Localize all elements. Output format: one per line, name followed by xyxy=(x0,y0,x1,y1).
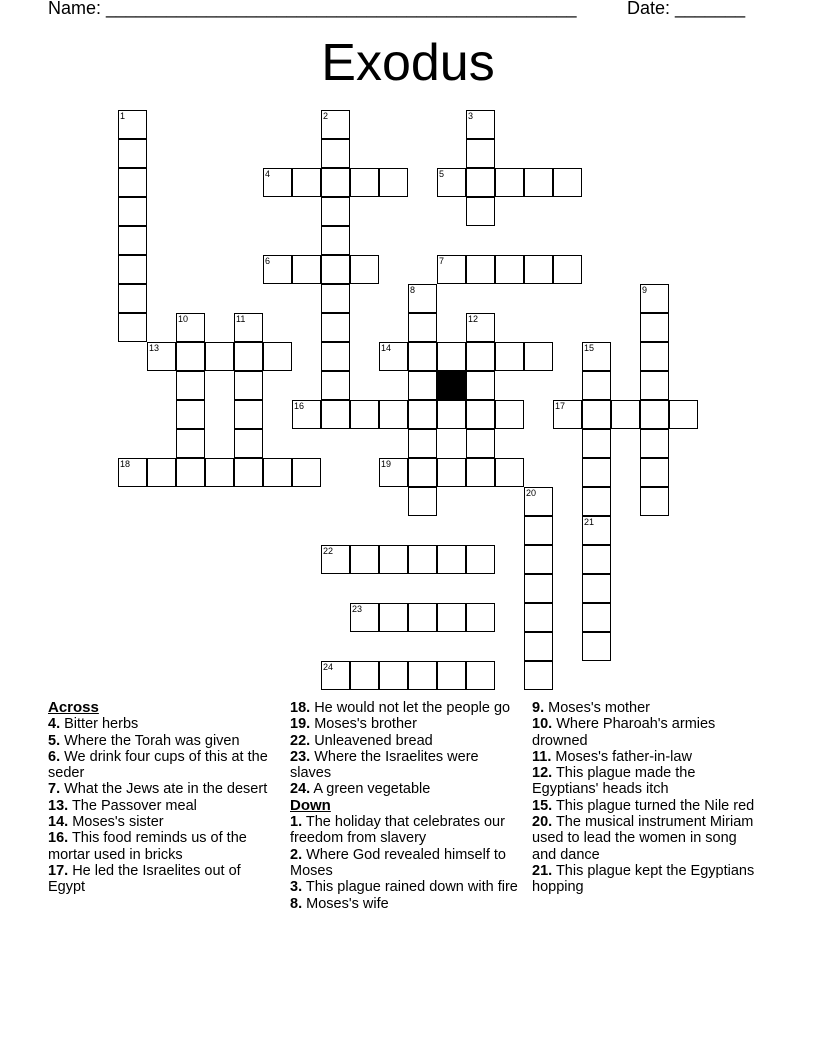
grid-cell[interactable] xyxy=(582,458,611,487)
grid-cell[interactable] xyxy=(640,429,669,458)
grid-cell[interactable] xyxy=(466,255,495,284)
cell-number: 9 xyxy=(642,285,648,295)
grid-cell[interactable] xyxy=(495,342,524,371)
clue-text: This plague kept the Egyptians hopping xyxy=(532,862,755,896)
clue-number: 10. xyxy=(532,716,553,733)
cell-number: 2 xyxy=(323,111,329,121)
grid-cell[interactable] xyxy=(524,574,553,603)
clue-text: This food reminds us of the mortar used in bricks xyxy=(48,830,247,863)
grid-cell[interactable] xyxy=(582,603,611,632)
clue-text: This plague turned the Nile red xyxy=(552,797,755,814)
grid-cell[interactable] xyxy=(176,458,205,487)
clue-10 xyxy=(532,716,764,749)
clue-number: 20. xyxy=(532,814,553,831)
clue-text: Moses's sister xyxy=(68,814,164,831)
grid-cell[interactable] xyxy=(408,342,437,371)
grid-cell[interactable] xyxy=(437,661,466,690)
grid-cell[interactable] xyxy=(379,603,408,632)
cell-number: 12 xyxy=(468,314,479,324)
cell-number: 20 xyxy=(526,488,537,498)
clue-9 xyxy=(532,700,764,716)
grid-cell[interactable] xyxy=(321,371,350,400)
grid-cell[interactable] xyxy=(582,342,611,371)
grid-cell[interactable] xyxy=(553,168,582,197)
clue-22 xyxy=(290,733,522,749)
grid-cell[interactable] xyxy=(147,342,176,371)
grid-cell[interactable] xyxy=(466,139,495,168)
grid-cell[interactable] xyxy=(553,255,582,284)
clue-number: 12. xyxy=(532,765,553,782)
clue-number: 6. xyxy=(48,748,61,765)
grid-cell[interactable] xyxy=(582,429,611,458)
grid-cell[interactable] xyxy=(466,168,495,197)
grid-cell[interactable] xyxy=(495,458,524,487)
grid-cell[interactable] xyxy=(292,400,321,429)
cell-number: 21 xyxy=(584,517,595,527)
clue-20 xyxy=(532,814,764,863)
grid-cell[interactable] xyxy=(408,603,437,632)
grid-cell[interactable] xyxy=(321,342,350,371)
grid-cell[interactable] xyxy=(263,458,292,487)
grid-cell[interactable] xyxy=(379,400,408,429)
cell-number: 5 xyxy=(439,169,445,179)
clue-11 xyxy=(532,749,764,765)
grid-cell[interactable] xyxy=(292,458,321,487)
clue-12 xyxy=(532,765,764,798)
clue-14 xyxy=(48,814,280,830)
clue-number: 17. xyxy=(48,862,69,879)
grid-cell[interactable] xyxy=(321,110,350,139)
grid-cell[interactable] xyxy=(147,458,176,487)
clue-text: The holiday that celebrates our freedom from slavery xyxy=(290,814,505,847)
grid-cell[interactable] xyxy=(321,661,350,690)
grid-cell[interactable] xyxy=(118,458,147,487)
cell-number: 18 xyxy=(120,459,131,469)
grid-cell[interactable] xyxy=(350,168,379,197)
grid-cell[interactable] xyxy=(205,342,234,371)
clue-23 xyxy=(290,749,522,782)
grid-cell[interactable] xyxy=(321,284,350,313)
grid-cell[interactable] xyxy=(176,342,205,371)
grid-cell[interactable] xyxy=(379,342,408,371)
clue-13 xyxy=(48,798,280,814)
grid-cell[interactable] xyxy=(176,313,205,342)
grid-cell[interactable] xyxy=(466,545,495,574)
grid-cell[interactable] xyxy=(582,632,611,661)
clues-column-2 xyxy=(290,700,522,912)
clue-4 xyxy=(48,716,280,732)
cell-number: 8 xyxy=(410,285,416,295)
grid-cell[interactable] xyxy=(379,168,408,197)
clue-text: Moses's father-in-law xyxy=(551,748,692,765)
grid-cell[interactable] xyxy=(466,661,495,690)
grid-cell[interactable] xyxy=(495,400,524,429)
grid-cell[interactable] xyxy=(321,545,350,574)
grid-cell[interactable] xyxy=(408,661,437,690)
cell-number: 24 xyxy=(323,662,334,672)
cell-number: 16 xyxy=(294,401,305,411)
clue-text: Where God revealed himself to Moses xyxy=(290,846,506,879)
name-field: Name: _______________________________________________ xyxy=(48,0,577,18)
grid-cell[interactable] xyxy=(408,284,437,313)
clue-text: Bitter herbs xyxy=(60,716,139,733)
cell-number: 17 xyxy=(555,401,566,411)
grid-cell[interactable] xyxy=(495,168,524,197)
grid-cell[interactable] xyxy=(582,487,611,516)
grid-cell[interactable] xyxy=(350,603,379,632)
grid-cell[interactable] xyxy=(640,400,669,429)
cell-number: 19 xyxy=(381,459,392,469)
grid-cell[interactable] xyxy=(408,545,437,574)
clue-text: Moses's wife xyxy=(302,895,389,912)
grid-cell[interactable] xyxy=(118,255,147,284)
clue-3 xyxy=(290,879,522,895)
clues-column-1 xyxy=(48,700,280,896)
grid-cell[interactable] xyxy=(466,429,495,458)
clue-number: 5. xyxy=(48,732,61,749)
cell-number: 3 xyxy=(468,111,474,121)
cell-number: 23 xyxy=(352,604,363,614)
clue-text: What the Jews ate in the desert xyxy=(60,781,268,798)
grid-cell[interactable] xyxy=(379,458,408,487)
grid-cell[interactable] xyxy=(640,313,669,342)
grid-cell[interactable] xyxy=(437,458,466,487)
grid-cell[interactable] xyxy=(466,313,495,342)
grid-cell[interactable] xyxy=(321,168,350,197)
clue-number: 3. xyxy=(290,879,303,896)
grid-cell[interactable] xyxy=(582,516,611,545)
grid-cell[interactable] xyxy=(524,603,553,632)
clue-number: 18. xyxy=(290,700,311,716)
cell-number: 15 xyxy=(584,343,595,353)
clue-6 xyxy=(48,749,280,782)
grid-cell[interactable] xyxy=(437,255,466,284)
clue-8 xyxy=(290,896,522,912)
grid-cell[interactable] xyxy=(234,458,263,487)
clue-number: 8. xyxy=(290,895,303,912)
down-heading: Down xyxy=(290,796,331,814)
clue-text: The Passover meal xyxy=(68,797,197,814)
clue-1 xyxy=(290,814,522,847)
grid-cell[interactable] xyxy=(176,400,205,429)
clue-number: 16. xyxy=(48,830,69,847)
grid-cell[interactable] xyxy=(408,313,437,342)
clue-number: 19. xyxy=(290,716,311,733)
grid-cell[interactable] xyxy=(379,545,408,574)
clue-18 xyxy=(290,700,522,716)
grid-cell[interactable] xyxy=(466,342,495,371)
clue-text: He led the Israelites out of Egypt xyxy=(48,862,241,896)
grid-cell[interactable] xyxy=(350,545,379,574)
clue-number: 13. xyxy=(48,797,69,814)
clue-text: He would not let the people go xyxy=(310,700,511,716)
clue-text: Where the Torah was given xyxy=(60,732,240,749)
across-heading: Across xyxy=(48,699,99,716)
grid-cell[interactable] xyxy=(437,603,466,632)
clue-number: 21. xyxy=(532,862,553,879)
grid-cell[interactable] xyxy=(118,110,147,139)
grid-cell[interactable] xyxy=(234,313,263,342)
clue-number: 9. xyxy=(532,700,545,716)
clue-24 xyxy=(290,781,522,797)
grid-cell[interactable] xyxy=(466,458,495,487)
cell-number: 13 xyxy=(149,343,160,353)
grid-cell[interactable] xyxy=(437,168,466,197)
grid-cell[interactable] xyxy=(118,139,147,168)
grid-cell[interactable] xyxy=(640,284,669,313)
grid-cell[interactable] xyxy=(321,226,350,255)
grid-cell[interactable] xyxy=(234,342,263,371)
grid-cell[interactable] xyxy=(408,487,437,516)
grid-cell[interactable] xyxy=(176,429,205,458)
date-field: Date: _______ xyxy=(627,0,746,18)
grid-cell[interactable] xyxy=(118,197,147,226)
cell-number: 6 xyxy=(265,256,271,266)
clue-text: We drink four cups of this at the seder xyxy=(48,748,268,782)
grid-cell[interactable] xyxy=(524,168,553,197)
grid-cell[interactable] xyxy=(176,371,205,400)
cell-number: 22 xyxy=(323,546,334,556)
grid-cell[interactable] xyxy=(350,661,379,690)
grid-cell[interactable] xyxy=(524,487,553,516)
clue-number: 15. xyxy=(532,797,553,814)
page-title: Exodus xyxy=(321,34,495,92)
grid-cell[interactable] xyxy=(408,429,437,458)
clue-15 xyxy=(532,798,764,814)
grid-cell[interactable] xyxy=(292,255,321,284)
grid-cell[interactable] xyxy=(234,429,263,458)
grid-cell[interactable] xyxy=(408,400,437,429)
grid-cell[interactable] xyxy=(350,255,379,284)
grid-cell[interactable] xyxy=(292,168,321,197)
grid-cell[interactable] xyxy=(466,603,495,632)
clue-number: 1. xyxy=(290,814,303,831)
grid-cell[interactable] xyxy=(234,400,263,429)
grid-cell[interactable] xyxy=(466,197,495,226)
grid-cell[interactable] xyxy=(524,632,553,661)
grid-cell[interactable] xyxy=(321,400,350,429)
clue-number: 4. xyxy=(48,716,61,733)
grid-cell[interactable] xyxy=(611,400,640,429)
clues-column-3 xyxy=(532,700,764,896)
grid-cell[interactable] xyxy=(669,400,698,429)
grid-cell[interactable] xyxy=(524,516,553,545)
grid-cell[interactable] xyxy=(640,458,669,487)
grid-cell[interactable] xyxy=(582,371,611,400)
grid-cell[interactable] xyxy=(437,545,466,574)
grid-cell[interactable] xyxy=(263,168,292,197)
clue-17 xyxy=(48,863,280,896)
grid-cell[interactable] xyxy=(495,255,524,284)
grid-cell[interactable] xyxy=(263,342,292,371)
cell-number: 1 xyxy=(120,111,126,121)
clue-number: 22. xyxy=(290,732,311,749)
grid-cell[interactable] xyxy=(321,313,350,342)
cell-number: 10 xyxy=(178,314,189,324)
grid-cell[interactable] xyxy=(553,400,582,429)
clue-text: Where the Israelites were slaves xyxy=(290,748,479,782)
clue-5 xyxy=(48,733,280,749)
clue-text: Where Pharoah's armies drowned xyxy=(532,716,716,749)
clue-2 xyxy=(290,847,522,880)
grid-cell[interactable] xyxy=(466,400,495,429)
clue-7 xyxy=(48,781,280,797)
grid-cell[interactable] xyxy=(437,400,466,429)
grid-cell[interactable] xyxy=(118,168,147,197)
grid-cell[interactable] xyxy=(118,313,147,342)
grid-cell[interactable] xyxy=(118,226,147,255)
grid-cell[interactable] xyxy=(582,574,611,603)
grid-cell[interactable] xyxy=(437,342,466,371)
grid-cell[interactable] xyxy=(524,545,553,574)
grid-cell[interactable] xyxy=(321,139,350,168)
grid-cell[interactable] xyxy=(263,255,292,284)
grid-cell[interactable] xyxy=(640,342,669,371)
grid-cell[interactable] xyxy=(582,545,611,574)
grid-cell[interactable] xyxy=(408,371,437,400)
clue-number: 24. xyxy=(290,781,311,798)
grid-cell[interactable] xyxy=(321,255,350,284)
cell-number: 14 xyxy=(381,343,392,353)
clue-text: Moses's brother xyxy=(310,716,417,733)
clue-text: This plague rained down with fire xyxy=(302,879,518,896)
grid-cell[interactable] xyxy=(524,255,553,284)
clue-19 xyxy=(290,716,522,732)
grid-cell[interactable] xyxy=(379,661,408,690)
clue-text: The musical instrument Miriam used to lead the women in song and dance xyxy=(532,814,754,863)
grid-cell[interactable] xyxy=(640,487,669,516)
cell-number: 11 xyxy=(236,314,246,324)
grid-cell[interactable] xyxy=(524,342,553,371)
cell-number: 4 xyxy=(265,169,271,179)
grid-cell[interactable] xyxy=(205,458,234,487)
clue-16 xyxy=(48,830,280,863)
clue-number: 7. xyxy=(48,781,61,798)
clue-number: 2. xyxy=(290,846,303,863)
grid-cell[interactable] xyxy=(350,400,379,429)
clue-text: Moses's mother xyxy=(544,700,651,716)
black-cell xyxy=(437,371,466,400)
grid-cell[interactable] xyxy=(408,458,437,487)
grid-cell[interactable] xyxy=(640,371,669,400)
clue-number: 11. xyxy=(532,748,552,765)
clue-text: A green vegetable xyxy=(310,781,431,798)
grid-cell[interactable] xyxy=(321,197,350,226)
clue-number: 23. xyxy=(290,748,311,765)
grid-cell[interactable] xyxy=(582,400,611,429)
grid-cell[interactable] xyxy=(234,371,263,400)
clue-number: 14. xyxy=(48,814,69,831)
cell-number: 7 xyxy=(439,256,445,266)
grid-cell[interactable] xyxy=(118,284,147,313)
clue-text: This plague made the Egyptians' heads itch xyxy=(532,765,696,798)
clue-text: Unleavened bread xyxy=(310,732,433,749)
grid-cell[interactable] xyxy=(466,371,495,400)
grid-cell[interactable] xyxy=(466,110,495,139)
clue-21 xyxy=(532,863,764,896)
grid-cell[interactable] xyxy=(524,661,553,690)
